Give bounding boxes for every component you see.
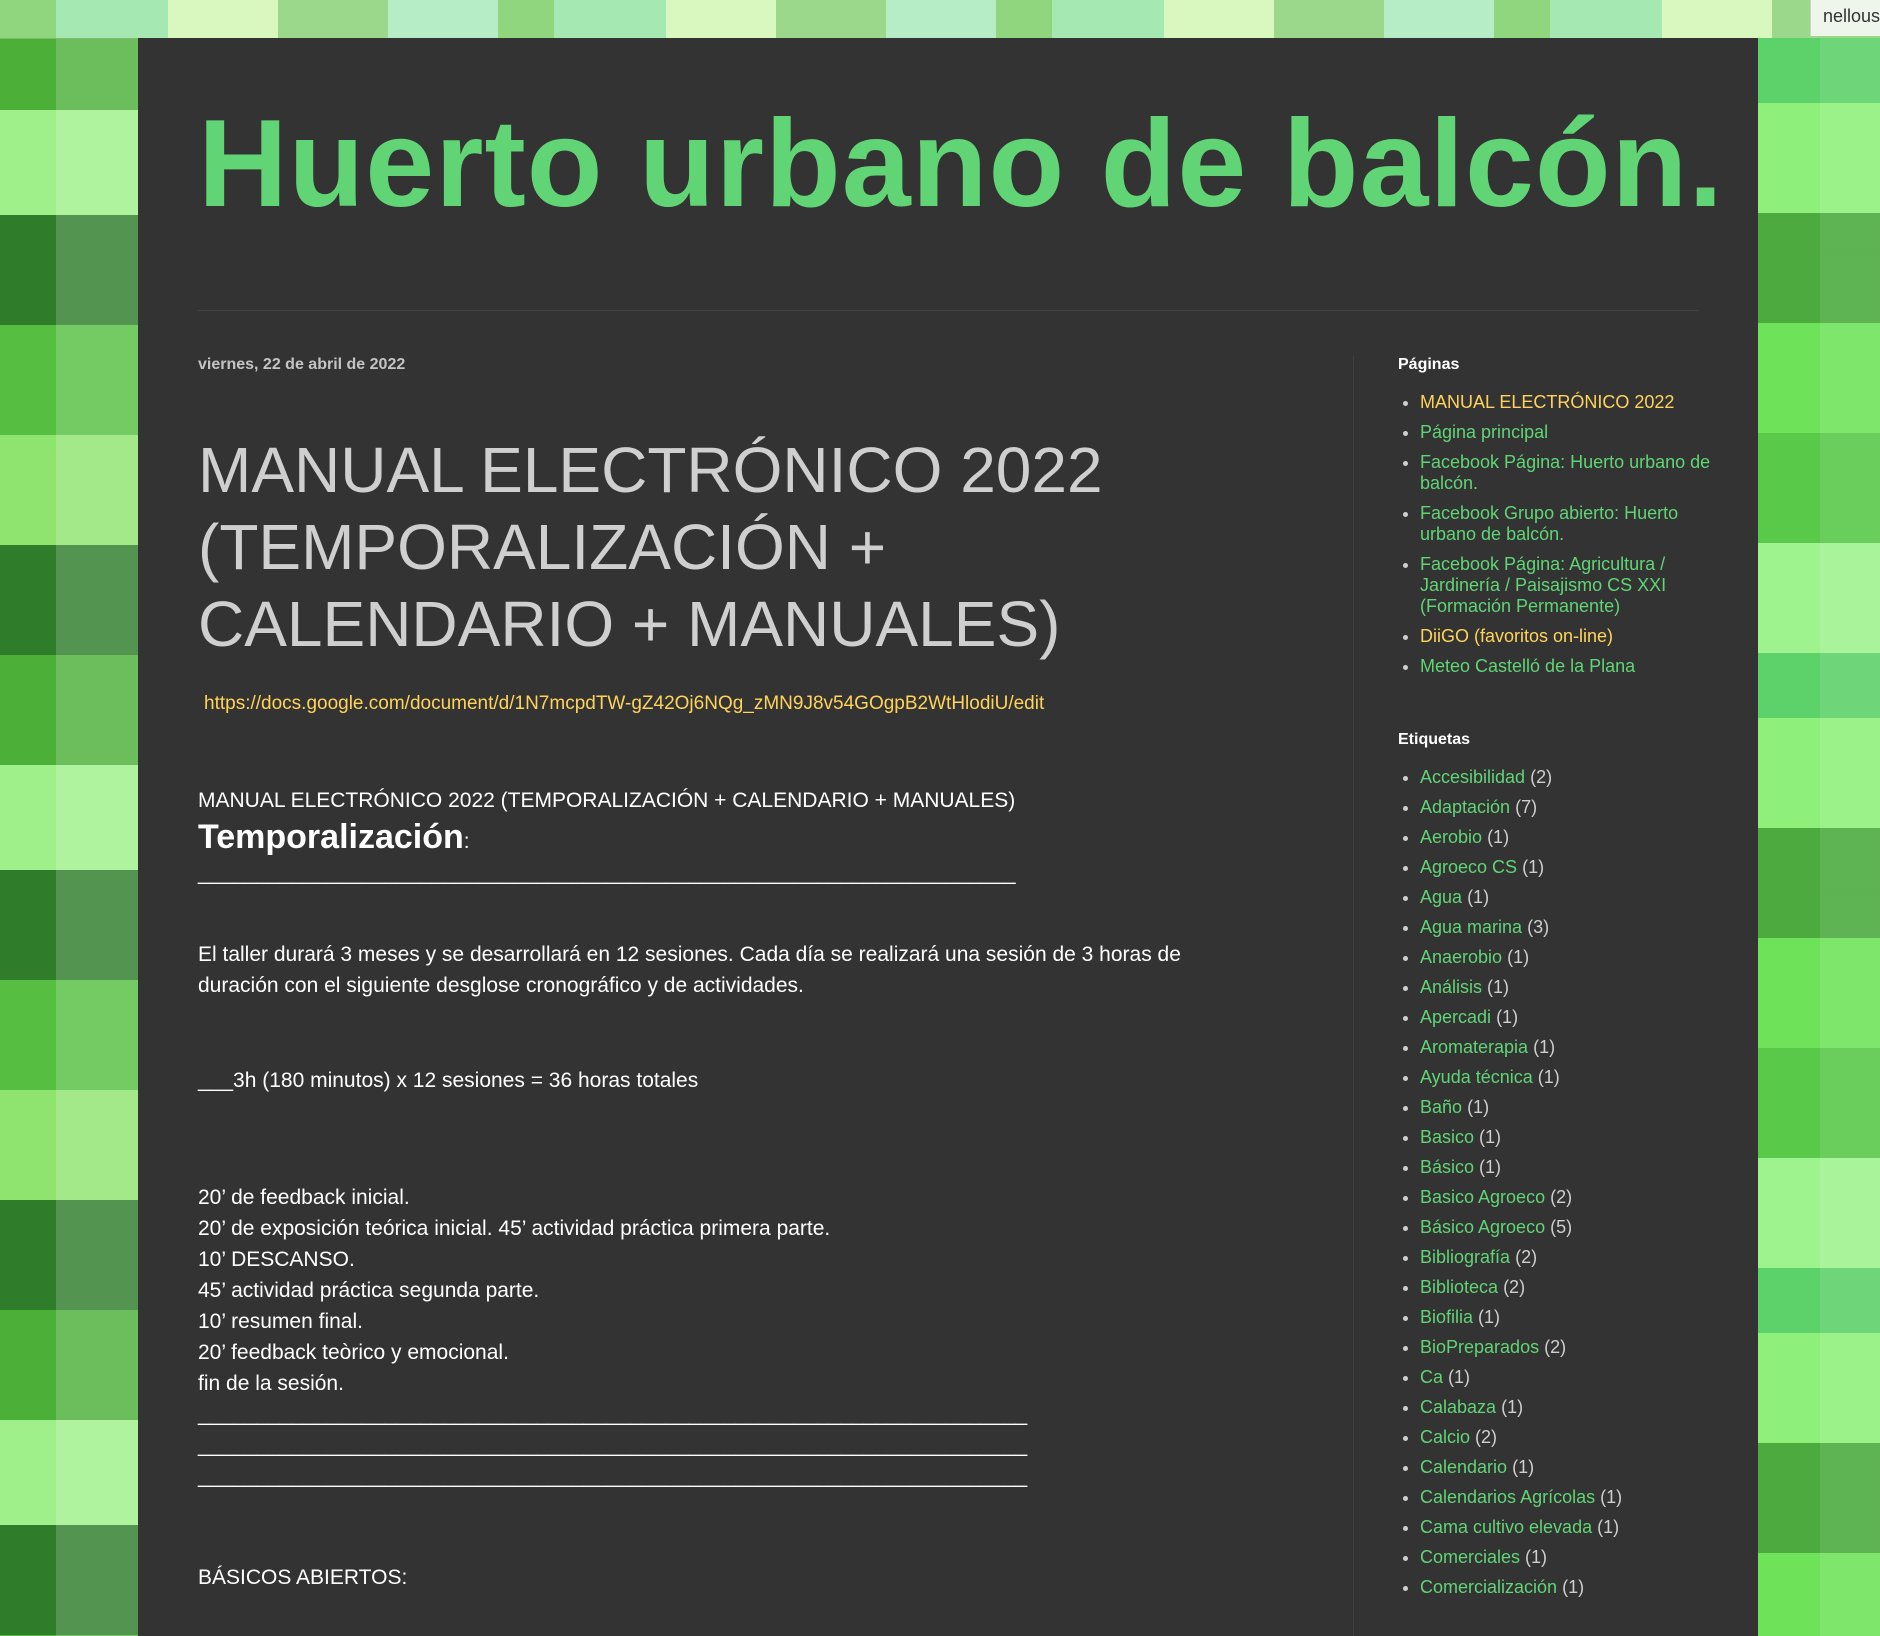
label-item [1420,1397,1718,1418]
label-item [1420,1247,1718,1268]
label-link[interactable]: Calcio [1420,1427,1471,1447]
page-link-meteo[interactable]: Meteo Castelló de la Plana [1420,656,1636,676]
label-link[interactable]: Bibliografía [1420,1247,1511,1267]
page-link-diigo[interactable]: DiiGO (favoritos on-line) [1420,626,1614,646]
label-count: (1) [1487,827,1510,847]
label-item [1420,767,1718,788]
label-count: (1) [1597,1517,1620,1537]
page-link-facebook-group[interactable]: Facebook Grupo abierto: Huerto urbano de balcón. [1420,503,1679,544]
label-count: (1) [1478,1307,1501,1327]
label-item [1420,1067,1718,1088]
label-count: (1) [1525,1547,1548,1567]
label-link[interactable]: Basico [1420,1127,1475,1147]
temporalizacion-heading [198,816,1258,858]
label-item [1420,1367,1718,1388]
label-item [1420,977,1718,998]
label-count: (1) [1487,977,1510,997]
label-count: (2) [1550,1187,1573,1207]
paragraph-intro: El taller durará 3 meses y se desarrollará en 12 sesiones. Cada día se realizará una sesión de 3 horas de duración con el siguiente desglose cronográfico y de actividades. [198,943,1181,997]
basicos-heading: BÁSICOS ABIERTOS: [198,1566,408,1589]
header-divider [198,310,1698,311]
label-count: (1) [1467,1097,1490,1117]
label-item [1420,887,1718,908]
label-item [1420,917,1718,938]
label-link[interactable]: Apercadi [1420,1007,1492,1027]
label-count: (1) [1501,1397,1524,1417]
label-link[interactable]: Basico Agroeco [1420,1187,1546,1207]
label-link[interactable]: Análisis [1420,977,1483,997]
pages-item [1420,626,1718,647]
schedule-item: 20’ de exposición teórica inicial. 45’ actividad práctica primera parte. [198,1217,831,1240]
label-link[interactable]: Biofilia [1420,1307,1474,1327]
pages-list [1398,392,1718,677]
navbar-user-label[interactable]: nellous [1810,0,1880,36]
label-link[interactable]: BioPreparados [1420,1337,1540,1357]
label-item [1420,1307,1718,1328]
label-item [1420,1127,1718,1148]
label-item [1420,1457,1718,1478]
label-item [1420,1187,1718,1208]
label-link[interactable]: Agroeco CS [1420,857,1518,877]
label-item [1420,1097,1718,1118]
navbar [0,0,1880,39]
hours-line: ___3h (180 minutos) x 12 sesiones = 36 horas totales [198,1069,699,1092]
label-item [1420,857,1718,878]
post-date: viernes, 22 de abril de 2022 [198,356,406,373]
label-count: (2) [1503,1277,1526,1297]
schedule-item: fin de la sesión. [198,1372,344,1395]
label-link[interactable]: Accesibilidad [1420,767,1526,787]
labels-list [1398,767,1718,1598]
pages-item [1420,422,1718,443]
schedule-item: 45’ actividad práctica segunda parte. [198,1279,540,1302]
pages-widget-title: Páginas [1398,356,1460,373]
page-link-manual[interactable]: MANUAL ELECTRÓNICO 2022 [1420,392,1675,412]
schedule-list [198,1182,1258,1399]
labels-widget-title: Etiquetas [1398,731,1471,748]
label-count: (1) [1537,1067,1560,1087]
label-link[interactable]: Aerobio [1420,827,1483,847]
pages-item [1420,554,1718,617]
label-item [1420,1217,1718,1238]
pages-item [1420,503,1718,545]
label-item [1420,1277,1718,1298]
label-count: (2) [1530,767,1553,787]
label-count: (1) [1522,857,1545,877]
label-count: (1) [1507,947,1530,967]
label-count: (5) [1550,1217,1573,1237]
label-link[interactable]: Comerciales [1420,1547,1521,1567]
post-subtitle: MANUAL ELECTRÓNICO 2022 (TEMPORALIZACIÓN + CALENDARIO + MANUALES) [198,789,1016,812]
separator-rule: ______________________________________________________________________ [198,862,1016,885]
page-link-facebook-page[interactable]: Facebook Página: Huerto urbano de balcón. [1420,452,1711,493]
label-link[interactable]: Aromaterapia [1420,1037,1529,1057]
label-item [1420,797,1718,818]
page-link-facebook-agricultura[interactable]: Facebook Página: Agricultura / Jardinería / Paisajismo CS XXI (Formación Permanente) [1420,554,1667,616]
background-pattern-right [1758,38,1880,1636]
label-count: (1) [1533,1037,1556,1057]
label-link[interactable]: Básico Agroeco [1420,1217,1546,1237]
label-count: (1) [1562,1577,1585,1597]
blog-title[interactable]: Huerto urbano de balcón. [198,95,1724,233]
main-column [198,356,1258,1593]
label-count: (3) [1527,917,1550,937]
label-count: (2) [1544,1337,1567,1357]
label-item [1420,1547,1718,1568]
label-count: (1) [1467,887,1490,907]
label-link[interactable]: Adaptación [1420,797,1511,817]
label-count: (1) [1600,1487,1623,1507]
label-count: (2) [1475,1427,1498,1447]
label-link[interactable]: Cama cultivo elevada [1420,1517,1593,1537]
separator-rule: _______________________________________________________________________ [198,1465,1028,1488]
label-count: (7) [1515,797,1538,817]
label-link[interactable]: Comercialización [1420,1577,1558,1597]
label-item [1420,947,1718,968]
separator-rule: _______________________________________________________________________ [198,1434,1028,1457]
post-title[interactable]: MANUAL ELECTRÓNICO 2022 (TEMPORALIZACIÓN + CALENDARIO + MANUALES) [198,434,1103,660]
schedule-item: 10’ DESCANSO. [198,1248,355,1271]
label-item [1420,1007,1718,1028]
temporalizacion-label: Temporalización [198,818,464,856]
label-link[interactable]: Ca [1420,1367,1444,1387]
label-item [1420,827,1718,848]
label-item [1420,1517,1718,1538]
separator-rule: _______________________________________________________________________ [198,1403,1028,1426]
label-link[interactable]: Agua [1420,887,1463,907]
content-outer [138,38,1758,1636]
sidebar-divider [1353,356,1354,1636]
label-item [1420,1577,1718,1598]
label-item [1420,1157,1718,1178]
page-link-home[interactable]: Página principal [1420,422,1549,442]
sidebar [1398,356,1718,1607]
label-count: (1) [1448,1367,1471,1387]
label-link[interactable]: Calendarios Agrícolas [1420,1487,1596,1507]
label-link[interactable]: Básico [1420,1157,1475,1177]
label-count: (1) [1479,1157,1502,1177]
label-link[interactable]: Baño [1420,1097,1463,1117]
label-item [1420,1337,1718,1358]
label-item [1420,1037,1718,1058]
schedule-item: 20’ de feedback inicial. [198,1186,410,1209]
label-link[interactable]: Ayuda técnica [1420,1067,1533,1087]
document-link[interactable]: https://docs.google.com/document/d/1N7mcpdTW-gZ42Oj6NQg_zMN9J8v54GOgpB2WtHlodiU/edit [204,693,1045,714]
temporalizacion-colon: : [463,830,470,853]
label-item [1420,1487,1718,1508]
label-link[interactable]: Anaerobio [1420,947,1503,967]
schedule-item: 10’ resumen final. [198,1310,363,1333]
label-count: (1) [1512,1457,1535,1477]
label-link[interactable]: Calendario [1420,1457,1508,1477]
label-link[interactable]: Agua marina [1420,917,1523,937]
label-count: (1) [1496,1007,1519,1027]
label-link[interactable]: Calabaza [1420,1397,1497,1417]
label-item [1420,1427,1718,1448]
label-count: (1) [1479,1127,1502,1147]
schedule-item: 20’ feedback teòrico y emocional. [198,1341,509,1364]
label-count: (2) [1515,1247,1538,1267]
pages-item [1420,656,1718,677]
label-link[interactable]: Biblioteca [1420,1277,1499,1297]
post-body [198,785,1258,1593]
pages-item [1420,392,1718,413]
pages-item [1420,452,1718,494]
